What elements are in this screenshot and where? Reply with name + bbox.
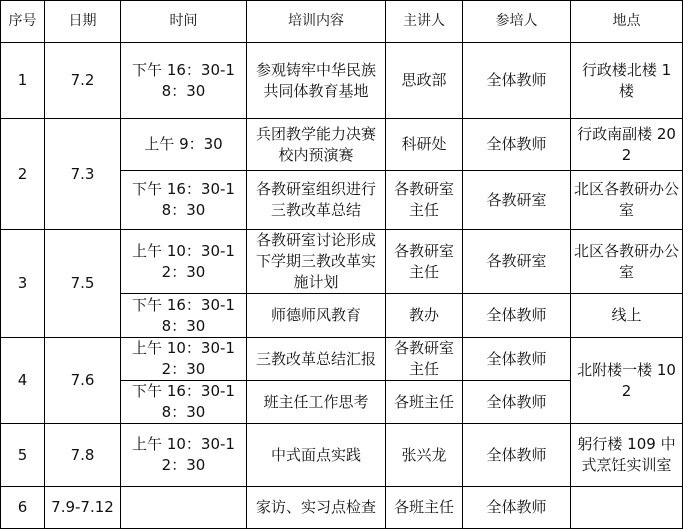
row-location: 线上	[571, 294, 683, 338]
row-date: 7.8	[45, 424, 121, 487]
row-index: 2	[1, 119, 45, 230]
row-index: 5	[1, 424, 45, 487]
row-speaker: 各教研室主任	[386, 230, 463, 294]
header-row	[1, 1, 683, 43]
row-participants: 各教研室	[463, 230, 571, 294]
row-content: 兵团教学能力决赛校内预演赛	[247, 119, 386, 171]
row-participants: 全体教师	[463, 294, 571, 338]
header-participants: 参培人	[463, 1, 571, 43]
row-location: 行政楼北楼 1 楼	[571, 43, 683, 119]
row-participants: 全体教师	[463, 487, 571, 529]
row-location	[571, 487, 683, 529]
row-location: 行政南副楼 202	[571, 119, 683, 171]
row-content: 家访、实习点检查	[247, 487, 386, 529]
row-date: 7.3	[45, 119, 121, 230]
row-speaker: 科研处	[386, 119, 463, 171]
header-speaker: 主讲人	[386, 1, 463, 43]
row-content: 三教改革总结汇报	[247, 338, 386, 381]
row-speaker: 思政部	[386, 43, 463, 119]
row-index: 3	[1, 230, 45, 338]
row-location: 北附楼一楼 102	[571, 338, 683, 424]
row-time	[121, 487, 247, 529]
table-row	[1, 487, 683, 529]
row-time: 下午 16：30-18：30	[121, 381, 247, 424]
row-speaker: 各教研室主任	[386, 171, 463, 230]
header-content: 培训内容	[247, 1, 386, 43]
table-row	[1, 424, 683, 487]
row-participants: 全体教师	[463, 381, 571, 424]
row-time: 上午 9：30	[121, 119, 247, 171]
row-date: 7.6	[45, 338, 121, 424]
row-date: 7.9-7.12	[45, 487, 121, 529]
row-content: 班主任工作思考	[247, 381, 386, 424]
header-date: 日期	[45, 1, 121, 43]
row-content: 各教研室讨论形成下学期三教改革实施计划	[247, 230, 386, 294]
row-time: 下午 16：30-18：30	[121, 171, 247, 230]
row-time: 下午 16：30-18：30	[121, 43, 247, 119]
row-speaker: 教办	[386, 294, 463, 338]
row-index: 1	[1, 43, 45, 119]
table-row	[1, 338, 683, 381]
table-row	[1, 230, 683, 294]
row-participants: 各教研室	[463, 171, 571, 230]
table-row	[1, 119, 683, 171]
row-content: 中式面点实践	[247, 424, 386, 487]
row-location: 北区各教研办公室	[571, 230, 683, 294]
row-date: 7.5	[45, 230, 121, 338]
row-time: 上午 10：30-12：30	[121, 230, 247, 294]
row-participants: 全体教师	[463, 43, 571, 119]
header-location: 地点	[571, 1, 683, 43]
row-participants: 全体教师	[463, 424, 571, 487]
row-time: 下午 16：30-18：30	[121, 294, 247, 338]
table-row	[1, 43, 683, 119]
row-speaker: 张兴龙	[386, 424, 463, 487]
row-content: 师德师风教育	[247, 294, 386, 338]
row-content: 参观铸牢中华民族共同体教育基地	[247, 43, 386, 119]
row-index: 6	[1, 487, 45, 529]
row-date: 7.2	[45, 43, 121, 119]
row-location: 北区各教研办公室	[571, 171, 683, 230]
header-time: 时间	[121, 1, 247, 43]
row-participants: 全体教师	[463, 338, 571, 381]
header-index: 序号	[1, 1, 45, 43]
row-speaker: 各班主任	[386, 487, 463, 529]
row-participants: 全体教师	[463, 119, 571, 171]
row-time: 上午 10：30-12：30	[121, 424, 247, 487]
row-speaker: 各班主任	[386, 381, 463, 424]
row-location: 躬行楼 109 中式烹饪实训室	[571, 424, 683, 487]
row-speaker: 各教研室主任	[386, 338, 463, 381]
row-index: 4	[1, 338, 45, 424]
row-content: 各教研室组织进行三教改革总结	[247, 171, 386, 230]
row-time: 上午 10：30-12：30	[121, 338, 247, 381]
